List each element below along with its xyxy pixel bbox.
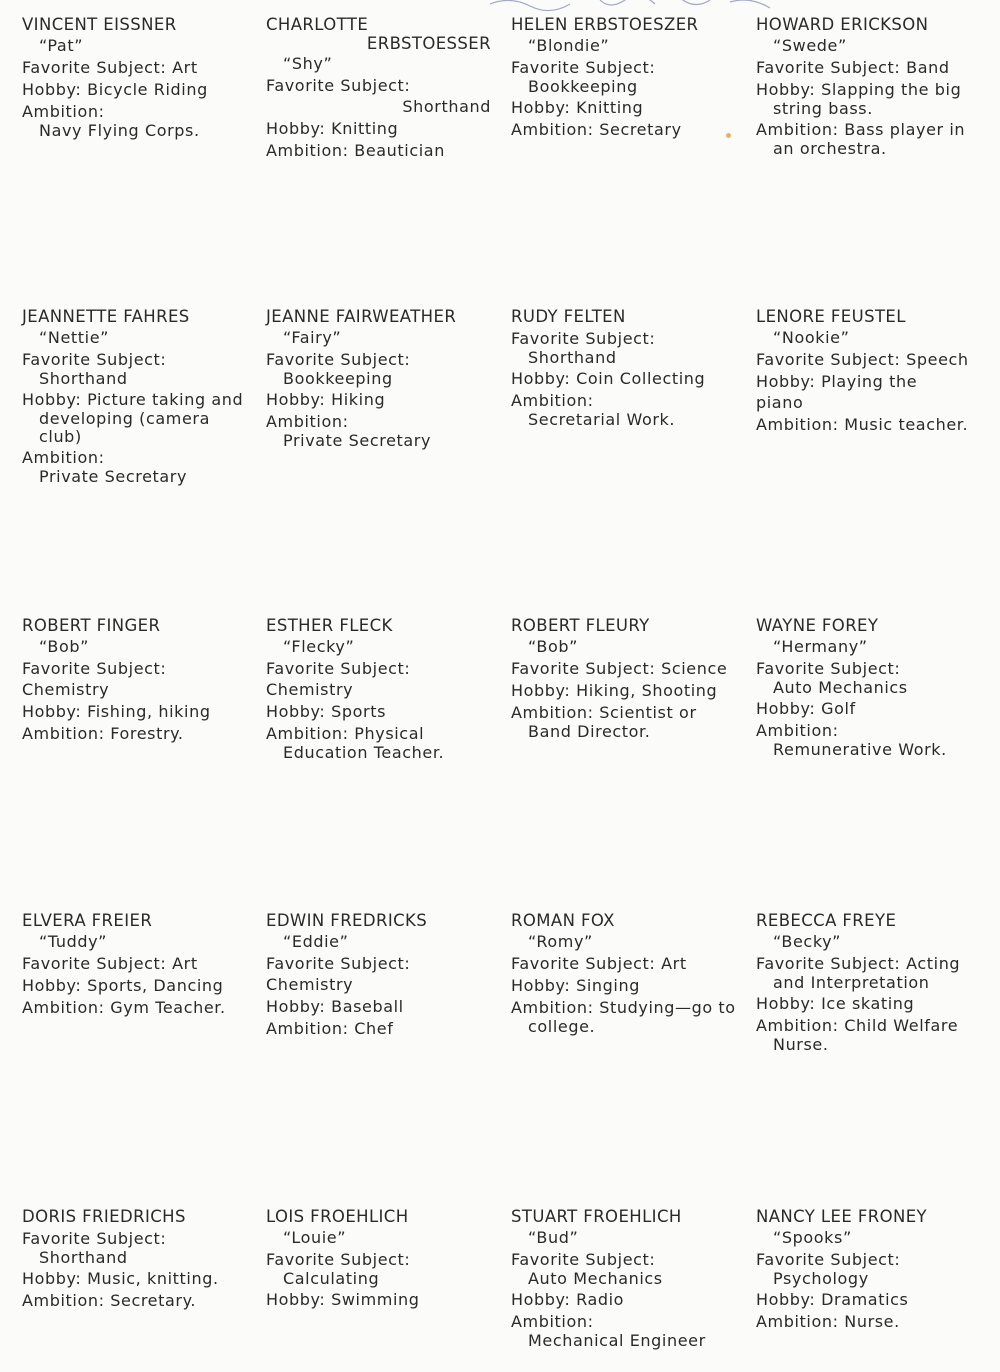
entry-detail-line: Remunerative Work. (773, 740, 947, 759)
entry-detail-line: Ambition: (756, 721, 839, 740)
student-nickname: “Bob” (39, 637, 90, 656)
student-nickname: “Spooks” (773, 1228, 852, 1247)
senior-entry (266, 1206, 491, 1310)
senior-entry (266, 14, 491, 161)
entry-detail-line: Ambition: Secretary. (22, 1291, 197, 1310)
student-name: HOWARD ERICKSON (756, 15, 929, 34)
student-nickname: “Nookie” (773, 328, 850, 347)
senior-entry (756, 1206, 970, 1332)
entry-detail-line: Ambition: Child Welfare (756, 1016, 959, 1035)
senior-entry (22, 910, 247, 1018)
entry-detail-line: Favorite Subject: Art (511, 954, 687, 973)
student-nickname: “Tuddy” (39, 932, 108, 951)
entry-detail-line: Hobby: Bicycle Riding (22, 80, 208, 99)
student-name: WAYNE FOREY (756, 616, 879, 635)
entry-detail-line: Ambition: Chef (266, 1019, 394, 1038)
entry-detail-line: Hobby: Radio (511, 1290, 625, 1309)
student-name: STUART FROEHLICH (511, 1207, 682, 1226)
entry-detail-line: Hobby: Playing the piano (756, 372, 918, 412)
student-name: LENORE FEUSTEL (756, 307, 906, 326)
entry-detail-line: Favorite Subject: Chemistry (22, 659, 167, 699)
entry-detail-line: Favorite Subject: Science (511, 659, 728, 678)
entry-detail-line: Ambition: (511, 1312, 594, 1331)
entry-detail-line: Favorite Subject: (756, 1250, 901, 1269)
senior-entry (756, 615, 970, 759)
student-nickname: “Becky” (773, 932, 842, 951)
student-nickname: “Shy” (283, 54, 333, 73)
entry-detail-line: Favorite Subject: (511, 329, 656, 348)
entry-detail-line: Hobby: Singing (511, 976, 640, 995)
entry-detail-line: Private Secretary (283, 431, 432, 450)
entry-detail-line: Hobby: Knitting (266, 119, 399, 138)
entry-detail-line: Private Secretary (39, 467, 188, 486)
entry-detail-line: Favorite Subject: (22, 1229, 167, 1248)
student-name: JEANNE FAIRWEATHER (266, 307, 457, 326)
entry-detail-line: Hobby: Dramatics (756, 1290, 909, 1309)
entry-detail-line: Favorite Subject: (511, 1250, 656, 1269)
student-nickname: “Fairy” (283, 328, 342, 347)
entry-detail-line: Shorthand (402, 97, 491, 116)
entry-detail-line: Hobby: Coin Collecting (511, 369, 706, 388)
student-name: DORIS FRIEDRICHS (22, 1207, 186, 1226)
entry-detail-line: Shorthand (39, 1248, 128, 1267)
entry-detail-line: Auto Mechanics (528, 1269, 663, 1288)
entry-detail-line: Bookkeeping (528, 77, 638, 96)
entry-detail-line: Ambition: Physical (266, 724, 425, 743)
student-nickname: “Blondie” (528, 36, 610, 55)
entry-detail-line: Favorite Subject: (511, 58, 656, 77)
student-name: ROMAN FOX (511, 911, 615, 930)
entry-detail-line: Ambition: (266, 412, 349, 431)
entry-detail-line: Favorite Subject: (266, 350, 411, 369)
entry-detail-line: Ambition: (511, 391, 594, 410)
student-nickname: “Swede” (773, 36, 847, 55)
entry-detail-line: Ambition: Forestry. (22, 724, 184, 743)
senior-entry (22, 14, 247, 140)
entry-detail-line: Favorite Subject: Speech (756, 350, 969, 369)
senior-entry (266, 615, 491, 762)
entry-detail-line: Auto Mechanics (773, 678, 908, 697)
entry-detail-line: Shorthand (528, 348, 617, 367)
entry-detail-line: Hobby: Hiking (266, 390, 386, 409)
senior-entry (22, 615, 247, 744)
entry-detail-line: Ambition: Studying—go to (511, 998, 736, 1017)
senior-entry (756, 306, 970, 435)
entry-detail-line: Calculating (283, 1269, 380, 1288)
senior-entry (756, 910, 970, 1054)
entry-detail-line: Ambition: Scientist or (511, 703, 697, 722)
entry-detail-line: Hobby: Baseball (266, 997, 404, 1016)
entry-detail-line: Ambition: Gym Teacher. (22, 998, 226, 1017)
student-nickname: “Flecky” (283, 637, 355, 656)
entry-detail-line: Ambition: (22, 448, 105, 467)
entry-detail-line: Favorite Subject: (266, 1250, 411, 1269)
student-name: REBECCA FREYE (756, 911, 897, 930)
entry-detail-line: Ambition: Bass player in (756, 120, 966, 139)
entry-detail-line: Hobby: Ice skating (756, 994, 915, 1013)
entry-detail-line: Hobby: Knitting (511, 98, 644, 117)
student-nickname: “Eddie” (283, 932, 349, 951)
entry-detail-line: Psychology (773, 1269, 869, 1288)
entry-detail-line: Nurse. (773, 1035, 829, 1054)
student-name: JEANNETTE FAHRES (22, 307, 190, 326)
entry-detail-line: Ambition: Beautician (266, 141, 445, 160)
senior-entry (511, 1206, 736, 1350)
entry-detail-line: Favorite Subject: (756, 659, 901, 678)
student-nickname: “Louie” (283, 1228, 347, 1247)
student-name: EDWIN FREDRICKS (266, 911, 428, 930)
entry-detail-line: Hobby: Sports (266, 702, 387, 721)
entry-detail-line: Hobby: Slapping the big (756, 80, 962, 99)
senior-entry (22, 1206, 247, 1311)
student-nickname: “Pat” (39, 36, 84, 55)
student-name: VINCENT EISSNER (22, 15, 177, 34)
student-name: NANCY LEE FRONEY (756, 1207, 928, 1226)
student-nickname: “Nettie” (39, 328, 110, 347)
senior-entry (511, 306, 736, 429)
student-name: CHARLOTTE (266, 15, 369, 34)
entry-detail-line: an orchestra. (773, 139, 887, 158)
entry-detail-line: Shorthand (39, 369, 128, 388)
entry-detail-line: Mechanical Engineer (528, 1331, 706, 1350)
senior-entry (22, 306, 247, 486)
senior-entry (511, 910, 736, 1036)
entry-detail-line: Bookkeeping (283, 369, 393, 388)
entry-detail-line: Hobby: Hiking, Shooting (511, 681, 718, 700)
student-name: ESTHER FLECK (266, 616, 393, 635)
entry-detail-line: Ambition: (22, 102, 105, 121)
student-nickname: “Bob” (528, 637, 579, 656)
student-name-continued: ERBSTOESSER (366, 34, 491, 53)
entry-detail-line: Favorite Subject: Chemistry (266, 954, 411, 994)
entry-detail-line: Hobby: Music, knitting. (22, 1269, 219, 1288)
student-nickname: “Romy” (528, 932, 593, 951)
entry-detail-line: Hobby: Golf (756, 699, 856, 718)
entry-detail-line: Favorite Subject: (266, 76, 411, 95)
student-name: RUDY FELTEN (511, 307, 626, 326)
senior-entry (266, 306, 491, 450)
senior-entry (756, 14, 970, 158)
entry-detail-line: Favorite Subject: Acting (756, 954, 961, 973)
entry-detail-line: Education Teacher. (283, 743, 445, 762)
entry-detail-line: Band Director. (528, 722, 651, 741)
entry-detail-line: Hobby: Sports, Dancing (22, 976, 224, 995)
entry-detail-line: Navy Flying Corps. (39, 121, 200, 140)
entry-detail-line: Favorite Subject: Band (756, 58, 950, 77)
student-name: ROBERT FINGER (22, 616, 161, 635)
entry-detail-line: Hobby: Picture taking and (22, 390, 244, 409)
entry-detail-line: Favorite Subject: Chemistry (266, 659, 411, 699)
entry-detail-line: Secretarial Work. (528, 410, 676, 429)
senior-entry (266, 910, 491, 1039)
entry-detail-line: college. (528, 1017, 596, 1036)
student-name: ELVERA FREIER (22, 911, 153, 930)
entry-detail-line: and Interpretation (773, 973, 930, 992)
entry-detail-line: string bass. (773, 99, 873, 118)
entry-detail-line: Hobby: Fishing, hiking (22, 702, 211, 721)
student-name: ROBERT FLEURY (511, 616, 650, 635)
student-name: LOIS FROEHLICH (266, 1207, 409, 1226)
entry-detail-line: Favorite Subject: (22, 350, 167, 369)
senior-entry (511, 14, 736, 140)
entry-detail-line: Ambition: Nurse. (756, 1312, 900, 1331)
student-name: HELEN ERBSTOESZER (511, 15, 699, 34)
entry-detail-line: developing (camera club) (39, 409, 210, 446)
entry-detail-line: Hobby: Swimming (266, 1290, 420, 1309)
student-nickname: “Hermany” (773, 637, 868, 656)
entry-detail-line: Ambition: Secretary (511, 120, 682, 139)
entry-detail-line: Favorite Subject: Art (22, 954, 198, 973)
entry-detail-line: Ambition: Music teacher. (756, 415, 969, 434)
senior-entry (511, 615, 736, 741)
entry-detail-line: Favorite Subject: Art (22, 58, 198, 77)
student-nickname: “Bud” (528, 1228, 579, 1247)
